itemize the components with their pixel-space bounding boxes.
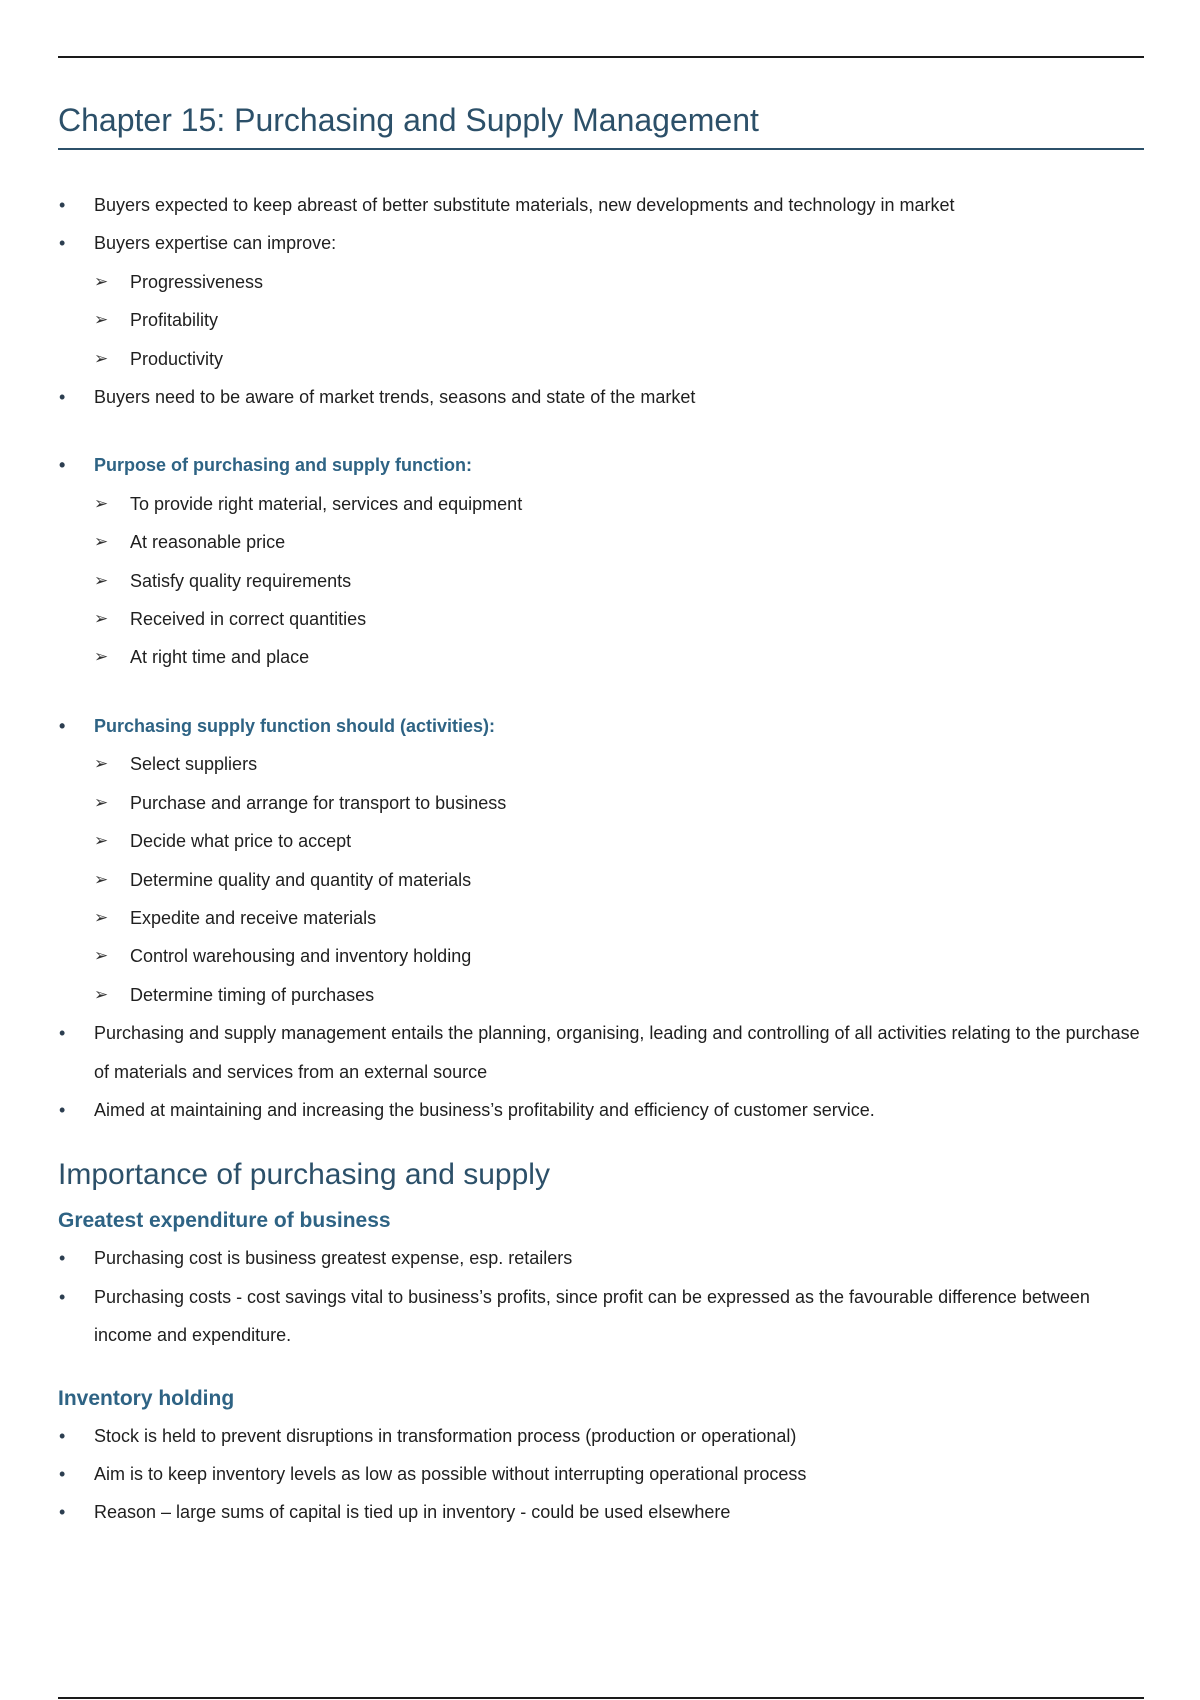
sub-list-item: ➢ Received in correct quantities bbox=[58, 600, 1144, 638]
purpose-list bbox=[58, 446, 1144, 676]
sub-list-item: ➢ Determine timing of purchases bbox=[58, 976, 1144, 1014]
sub-list-item: ➢ At right time and place bbox=[58, 638, 1144, 676]
document-page bbox=[58, 0, 1144, 1700]
list-item: • Reason – large sums of capital is tied up in inventory - could be used elsewhere bbox=[58, 1493, 1144, 1531]
bullet-icon bbox=[58, 707, 94, 745]
chapter-title: Chapter 15: Purchasing and Supply Management bbox=[58, 98, 1144, 150]
arrow-bullet-icon bbox=[94, 600, 122, 638]
list-item: • Stock is held to prevent disruptions in transformation process (production or operational) bbox=[58, 1417, 1144, 1455]
arrow-bullet-icon bbox=[94, 301, 122, 339]
arrow-bullet-icon bbox=[94, 784, 122, 822]
bullet-icon bbox=[58, 378, 94, 416]
list-item: • Purchasing and supply management entails the planning, organising, leading and controlling of all activities relating to the purchase of materials and services from an external source bbox=[58, 1014, 1144, 1091]
list-item: • Buyers expected to keep abreast of better substitute materials, new developments and technology in market bbox=[58, 186, 1144, 224]
arrow-bullet-icon bbox=[94, 822, 122, 860]
inventory-list bbox=[58, 1417, 1144, 1532]
bullet-icon bbox=[58, 1014, 94, 1052]
purpose-heading: • Purpose of purchasing and supply function: bbox=[58, 446, 1144, 484]
arrow-bullet-icon bbox=[94, 562, 122, 600]
sub-list-item: ➢ Satisfy quality requirements bbox=[58, 562, 1144, 600]
bullet-icon bbox=[58, 1455, 94, 1493]
sub-list-item: ➢ Control warehousing and inventory holding bbox=[58, 937, 1144, 975]
bullet-icon bbox=[58, 1278, 94, 1316]
list-item: • Aim is to keep inventory levels as low as possible without interrupting operational process bbox=[58, 1455, 1144, 1493]
sub-list-item: ➢ At reasonable price bbox=[58, 523, 1144, 561]
arrow-bullet-icon bbox=[94, 340, 122, 378]
bullet-icon bbox=[58, 446, 94, 484]
list-item: • Buyers expertise can improve: bbox=[58, 224, 1144, 262]
arrow-bullet-icon bbox=[94, 745, 122, 783]
bullet-icon bbox=[58, 186, 94, 224]
bullet-icon bbox=[58, 1493, 94, 1531]
sub-list-item: ➢ Profitability bbox=[58, 301, 1144, 339]
list-item: • Aimed at maintaining and increasing the business’s profitability and efficiency of customer service. bbox=[58, 1091, 1144, 1129]
sub-list-item: ➢ Progressiveness bbox=[58, 263, 1144, 301]
header-rule bbox=[58, 56, 1144, 58]
arrow-bullet-icon bbox=[94, 899, 122, 937]
bullet-icon bbox=[58, 1239, 94, 1277]
arrow-bullet-icon bbox=[94, 485, 122, 523]
intro-list bbox=[58, 186, 1144, 416]
arrow-bullet-icon bbox=[94, 523, 122, 561]
subheading-inventory: Inventory holding bbox=[58, 1386, 235, 1410]
sub-list-item: ➢ Select suppliers bbox=[58, 745, 1144, 783]
sub-list-item: ➢ Expedite and receive materials bbox=[58, 899, 1144, 937]
subheading-expenditure: Greatest expenditure of business bbox=[58, 1209, 391, 1233]
list-item: • Buyers need to be aware of market trends, seasons and state of the market bbox=[58, 378, 1144, 416]
footer-rule bbox=[58, 1697, 1144, 1699]
activities-list bbox=[58, 707, 1144, 1129]
arrow-bullet-icon bbox=[94, 976, 122, 1014]
bullet-icon bbox=[58, 1417, 94, 1455]
arrow-bullet-icon bbox=[94, 937, 122, 975]
sub-list-item: ➢ Productivity bbox=[58, 340, 1144, 378]
sub-list-item: ➢ To provide right material, services and equipment bbox=[58, 485, 1144, 523]
arrow-bullet-icon bbox=[94, 638, 122, 676]
activities-heading: • Purchasing supply function should (activities): bbox=[58, 707, 1144, 745]
sub-list-item: ➢ Determine quality and quantity of materials bbox=[58, 861, 1144, 899]
sub-list-item: ➢ Decide what price to accept bbox=[58, 822, 1144, 860]
arrow-bullet-icon bbox=[94, 861, 122, 899]
list-item: • Purchasing cost is business greatest expense, esp. retailers bbox=[58, 1239, 1144, 1277]
list-item: • Purchasing costs - cost savings vital to business’s profits, since profit can be expressed as the favourable difference between income and expenditure. bbox=[58, 1278, 1144, 1355]
sub-list-item: ➢ Purchase and arrange for transport to business bbox=[58, 784, 1144, 822]
document-body bbox=[58, 186, 1144, 1532]
section-heading-importance: Importance of purchasing and supply bbox=[58, 1158, 550, 1192]
bullet-icon bbox=[58, 224, 94, 262]
expenditure-list bbox=[58, 1239, 1144, 1354]
bullet-icon bbox=[58, 1091, 94, 1129]
arrow-bullet-icon bbox=[94, 263, 122, 301]
